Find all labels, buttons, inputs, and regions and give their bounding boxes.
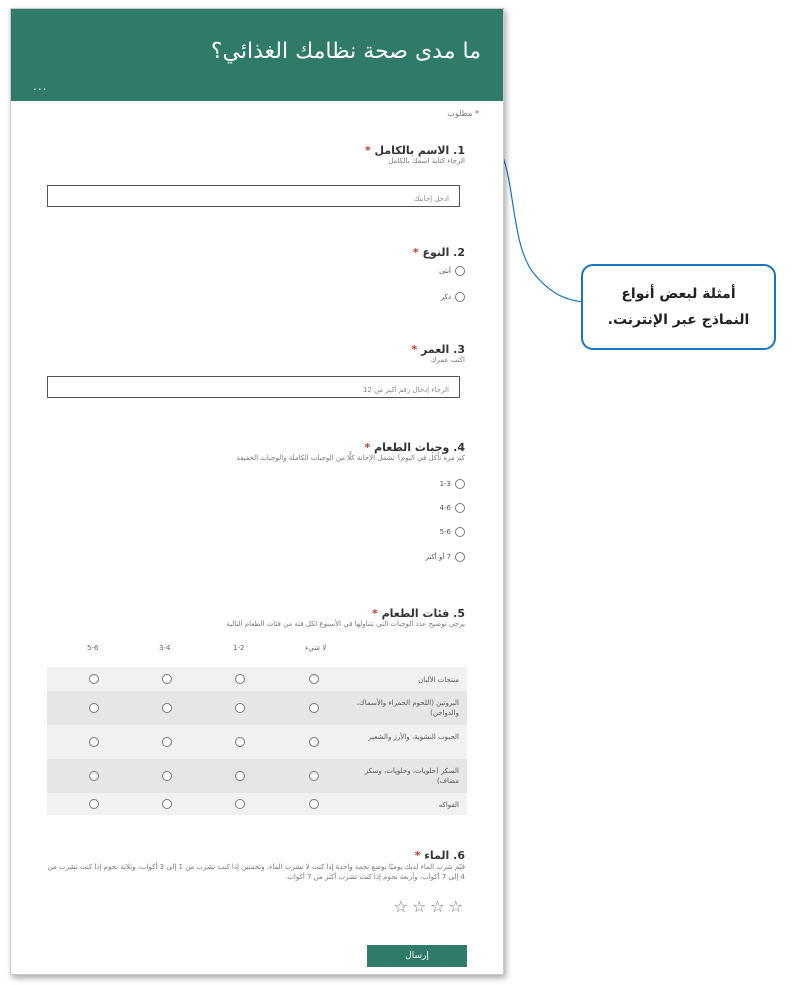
radio-button[interactable] [162,703,172,713]
grid-column-header: 5-6 [87,644,99,652]
star-icon[interactable]: ☆ [393,897,408,916]
callout-box [581,264,776,350]
grid-row-protein [47,691,467,725]
question-2-title: 2. النوع * [412,246,465,259]
option-label: 4-6 [439,504,451,512]
name-field[interactable] [47,185,460,207]
online-form [10,8,504,975]
question-4-title: 4. وجبات الطعام * [364,441,465,454]
question-5-subtitle: يرجى توضيح عدد الوجبات التي تتناولها في الأسبوع لكل فئة من فئات الطعام التالية [226,620,465,628]
radio-button[interactable] [455,503,465,513]
radio-button[interactable] [235,703,245,713]
radio-button[interactable] [455,266,465,276]
radio-button[interactable] [235,799,245,809]
radio-button[interactable] [162,771,172,781]
option-label: أنثى [439,267,451,275]
question-1-subtitle: الرجاء كتابة اسمك بالكامل [388,157,465,165]
radio-button[interactable] [309,799,319,809]
grid-column-header: لا شيء [305,644,327,652]
meals-option-3[interactable] [440,527,465,537]
gender-option-female[interactable] [439,266,465,276]
question-3-title: 3. العمر * [411,343,465,356]
radio-button[interactable] [235,674,245,684]
option-label: 1-3 [439,480,451,488]
question-2 [413,246,465,259]
star-icon[interactable]: ☆ [448,897,463,916]
grid-row-label: الحبوب النشوية، والأرز والشعير [368,733,459,741]
required-note [447,109,479,118]
grid-column-header: 1-2 [233,644,245,652]
age-field[interactable] [47,376,460,398]
meals-option-2[interactable] [440,503,465,513]
grid-row-label: البروتين (اللحوم الحمراء والأسماك، والدواجن) [356,699,459,717]
meals-option-4[interactable] [426,552,466,562]
required-note-text: مطلوب [447,109,473,118]
question-3 [411,343,465,364]
age-input[interactable] [48,380,459,400]
radio-button[interactable] [309,703,319,713]
question-6 [45,849,465,882]
radio-button[interactable] [455,527,465,537]
grid-row-sugar [47,759,467,793]
radio-button[interactable] [89,674,99,684]
grid-row-label: الفواكه [438,801,459,809]
grid-row-dairy [47,667,467,691]
radio-button[interactable] [309,737,319,747]
grid-row-label: السكر (حلويات، وحلويات، وسكر مضاف) [364,767,459,785]
radio-button[interactable] [162,737,172,747]
question-1-title: 1. الاسم بالكامل * [364,144,465,157]
star-icon[interactable]: ☆ [411,897,427,916]
grid-column-header: 3-4 [159,644,171,652]
radio-button[interactable] [89,771,99,781]
submit-button[interactable]: إرسال [367,945,467,967]
radio-button[interactable] [162,799,172,809]
radio-button[interactable] [89,737,99,747]
grid-row-grains [47,725,467,759]
radio-button[interactable] [89,799,99,809]
option-label: 5-6 [439,528,451,536]
meals-option-1[interactable] [440,479,465,489]
form-title: ما مدى صحة نظامك الغذائي؟ [210,39,481,64]
option-label: 7 أو أكثر [425,553,451,561]
question-6-subtitle: قيّم شرب الماء لديك يوميًا بوضع نجمة واحدة إذا كنت لا تشرب الماء، ونجمتين إذا كنت تشرب من 1 إلى 3 أكواب، وثلاثة نجوم إذا كنت تشرب من 4 إلى 7 أكواب، وأربعة نجوم إذا كنت تشرب أكثر من 7 أكواب. [47,863,465,881]
radio-button[interactable] [455,292,465,302]
radio-button[interactable] [89,703,99,713]
question-5-title: 5. فئات الطعام * [372,607,465,620]
star-icon[interactable]: ☆ [430,897,445,916]
name-input[interactable] [48,189,459,209]
callout-text [608,281,750,333]
radio-button[interactable] [309,771,319,781]
question-1 [365,144,465,165]
question-4 [237,441,465,462]
radio-button[interactable] [309,674,319,684]
radio-button[interactable] [235,771,245,781]
water-rating[interactable] [394,897,463,916]
callout-line-1: أمثلة لبعض أنواع [621,286,736,302]
radio-button[interactable] [455,552,465,562]
radio-button[interactable] [455,479,465,489]
gender-option-male[interactable] [441,292,465,302]
required-star: * [475,109,479,118]
grid-row-fruits [47,793,467,815]
more-options-icon[interactable]: ... [33,79,48,93]
question-5 [226,607,465,628]
question-3-subtitle: اكتب عمرك [430,356,465,364]
question-4-subtitle: كم مرة تأكل في اليوم؟ تشمل الإجابة كلًّا من الوجبات الكاملة والوجبات الخفيفة [236,454,465,462]
callout-line-2: النماذج عبر الإنترنت. [607,312,750,328]
option-label: ذكر [440,293,451,301]
radio-button[interactable] [235,737,245,747]
form-header [11,9,503,101]
grid-row-label: منتجات الألبان [418,676,459,684]
question-6-title: 6. الماء * [414,849,465,862]
radio-button[interactable] [162,674,172,684]
